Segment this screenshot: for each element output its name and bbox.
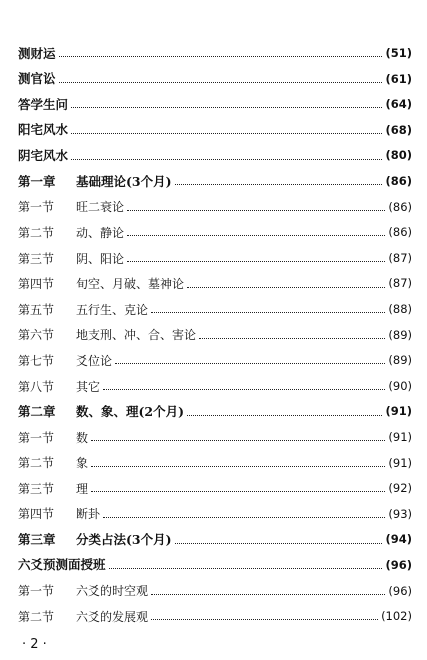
toc-entry xyxy=(18,297,412,323)
toc-entry-page: (87) xyxy=(388,276,412,291)
dot-leader xyxy=(151,312,385,313)
toc-entry xyxy=(18,118,412,144)
dot-leader xyxy=(109,568,383,569)
toc-entry-page: (89) xyxy=(388,353,412,368)
dot-leader xyxy=(91,491,385,492)
toc-entry-page: (93) xyxy=(388,506,412,521)
toc-entry xyxy=(18,476,412,502)
dot-leader xyxy=(115,363,385,364)
toc-entry-number: 第一节 xyxy=(18,430,55,445)
toc-entry-title: 数 xyxy=(76,430,89,445)
toc-entry-title: 旬空、月破、墓神论 xyxy=(76,277,185,292)
toc-entry-title: 数、象、理(2个月) xyxy=(76,403,185,419)
toc-entry-number: 第五节 xyxy=(18,302,55,317)
toc-entry-page: (96) xyxy=(385,557,412,572)
toc-entry-title: 阴宅风水 xyxy=(18,147,69,163)
toc-entry-number: 第四节 xyxy=(18,507,55,522)
toc-entry xyxy=(18,246,412,272)
dot-leader xyxy=(103,389,385,390)
dot-leader xyxy=(175,184,383,185)
toc-entry-title: 基础理论(3个月) xyxy=(76,173,172,189)
toc-entry xyxy=(18,348,412,374)
toc-entry-title: 爻位论 xyxy=(76,353,113,368)
dot-leader xyxy=(175,543,383,544)
toc-entry-title: 答学生问 xyxy=(18,96,69,112)
toc-entry xyxy=(18,41,412,67)
toc-entry-title: 象 xyxy=(76,456,89,471)
toc-entry-number: 第三节 xyxy=(18,251,55,266)
toc-entry-number: 第二章 xyxy=(18,403,56,419)
toc-entry-number: 第一节 xyxy=(18,584,55,599)
toc-entry-page: (91) xyxy=(388,429,412,444)
toc-entry-page: (80) xyxy=(385,148,412,163)
dot-leader xyxy=(151,594,385,595)
toc-entry-title: 其它 xyxy=(76,379,101,394)
toc-entry-page: (51) xyxy=(385,46,412,61)
toc-entry-number: 第一章 xyxy=(18,173,56,189)
dot-leader xyxy=(91,466,385,467)
dot-leader xyxy=(127,261,385,262)
toc-entry-title: 测官讼 xyxy=(18,71,56,87)
toc-entry-title: 六爻预测面授班 xyxy=(18,557,106,573)
dot-leader xyxy=(127,235,385,236)
toc-entry xyxy=(18,578,412,604)
toc-entry-page: (90) xyxy=(388,378,412,393)
toc-entry-page: (102) xyxy=(381,609,412,624)
toc-entry-title: 断卦 xyxy=(76,507,101,522)
toc-entry-number: 第八节 xyxy=(18,379,55,394)
toc-entry-number: 第七节 xyxy=(18,353,55,368)
dot-leader xyxy=(187,287,385,288)
toc-entry xyxy=(18,143,412,169)
toc-entry-page: (86) xyxy=(385,174,412,189)
toc-entry xyxy=(18,527,412,553)
toc-entry-page: (96) xyxy=(388,583,412,598)
page-number: · 2 · xyxy=(22,637,47,652)
toc-entry xyxy=(18,502,412,528)
dot-leader xyxy=(151,619,378,620)
toc-entry-title: 理 xyxy=(76,481,89,496)
toc-entry xyxy=(18,92,412,118)
toc-entry-title: 阴、阳论 xyxy=(76,251,125,266)
dot-leader xyxy=(91,440,385,441)
toc-entry-page: (94) xyxy=(385,532,412,547)
toc-entry-page: (89) xyxy=(388,327,412,342)
toc-entry-number: 第二节 xyxy=(18,225,55,240)
toc-entry-number: 第二节 xyxy=(18,456,55,471)
toc-entry xyxy=(18,271,412,297)
toc-entry-number: 第三节 xyxy=(18,481,55,496)
toc-entry xyxy=(18,220,412,246)
dot-leader xyxy=(71,107,382,108)
toc-entry xyxy=(18,553,412,579)
table-of-contents xyxy=(18,41,412,630)
dot-leader xyxy=(199,338,385,339)
toc-entry xyxy=(18,67,412,93)
toc-entry-page: (88) xyxy=(388,301,412,316)
toc-entry xyxy=(18,425,412,451)
toc-entry xyxy=(18,604,412,630)
toc-entry-title: 旺二衰论 xyxy=(76,200,125,215)
toc-entry-page: (86) xyxy=(388,225,412,240)
dot-leader xyxy=(127,210,385,211)
toc-entry-page: (91) xyxy=(385,404,412,419)
toc-entry-page: (91) xyxy=(388,455,412,470)
toc-entry xyxy=(18,399,412,425)
dot-leader xyxy=(71,159,382,160)
toc-entry-number: 第一节 xyxy=(18,200,55,215)
toc-entry-number: 第三章 xyxy=(18,531,56,547)
toc-entry xyxy=(18,451,412,477)
toc-entry-page: (92) xyxy=(388,481,412,496)
toc-entry xyxy=(18,323,412,349)
toc-entry-title: 六爻的发展观 xyxy=(76,609,149,624)
toc-entry xyxy=(18,374,412,400)
toc-entry-title: 五行生、克论 xyxy=(76,302,149,317)
toc-entry-title: 地支刑、冲、合、害论 xyxy=(76,328,197,343)
toc-entry-page: (87) xyxy=(388,250,412,265)
toc-entry-page: (64) xyxy=(385,97,412,112)
toc-entry-page: (61) xyxy=(385,71,412,86)
toc-entry-page: (68) xyxy=(385,122,412,137)
toc-entry-page: (86) xyxy=(388,199,412,214)
dot-leader xyxy=(187,415,382,416)
toc-entry-title: 分类占法(3个月) xyxy=(76,531,172,547)
toc-entry-title: 阳宅风水 xyxy=(18,122,69,138)
toc-entry-title: 测财运 xyxy=(18,45,56,61)
toc-entry-title: 六爻的时空观 xyxy=(76,584,149,599)
dot-leader xyxy=(59,56,383,57)
toc-entry-number: 第四节 xyxy=(18,277,55,292)
dot-leader xyxy=(71,133,382,134)
toc-entry-title: 动、静论 xyxy=(76,225,125,240)
toc-entry xyxy=(18,195,412,221)
toc-entry-number: 第二节 xyxy=(18,609,55,624)
dot-leader xyxy=(59,82,383,83)
toc-entry xyxy=(18,169,412,195)
toc-entry-number: 第六节 xyxy=(18,328,55,343)
dot-leader xyxy=(103,517,385,518)
